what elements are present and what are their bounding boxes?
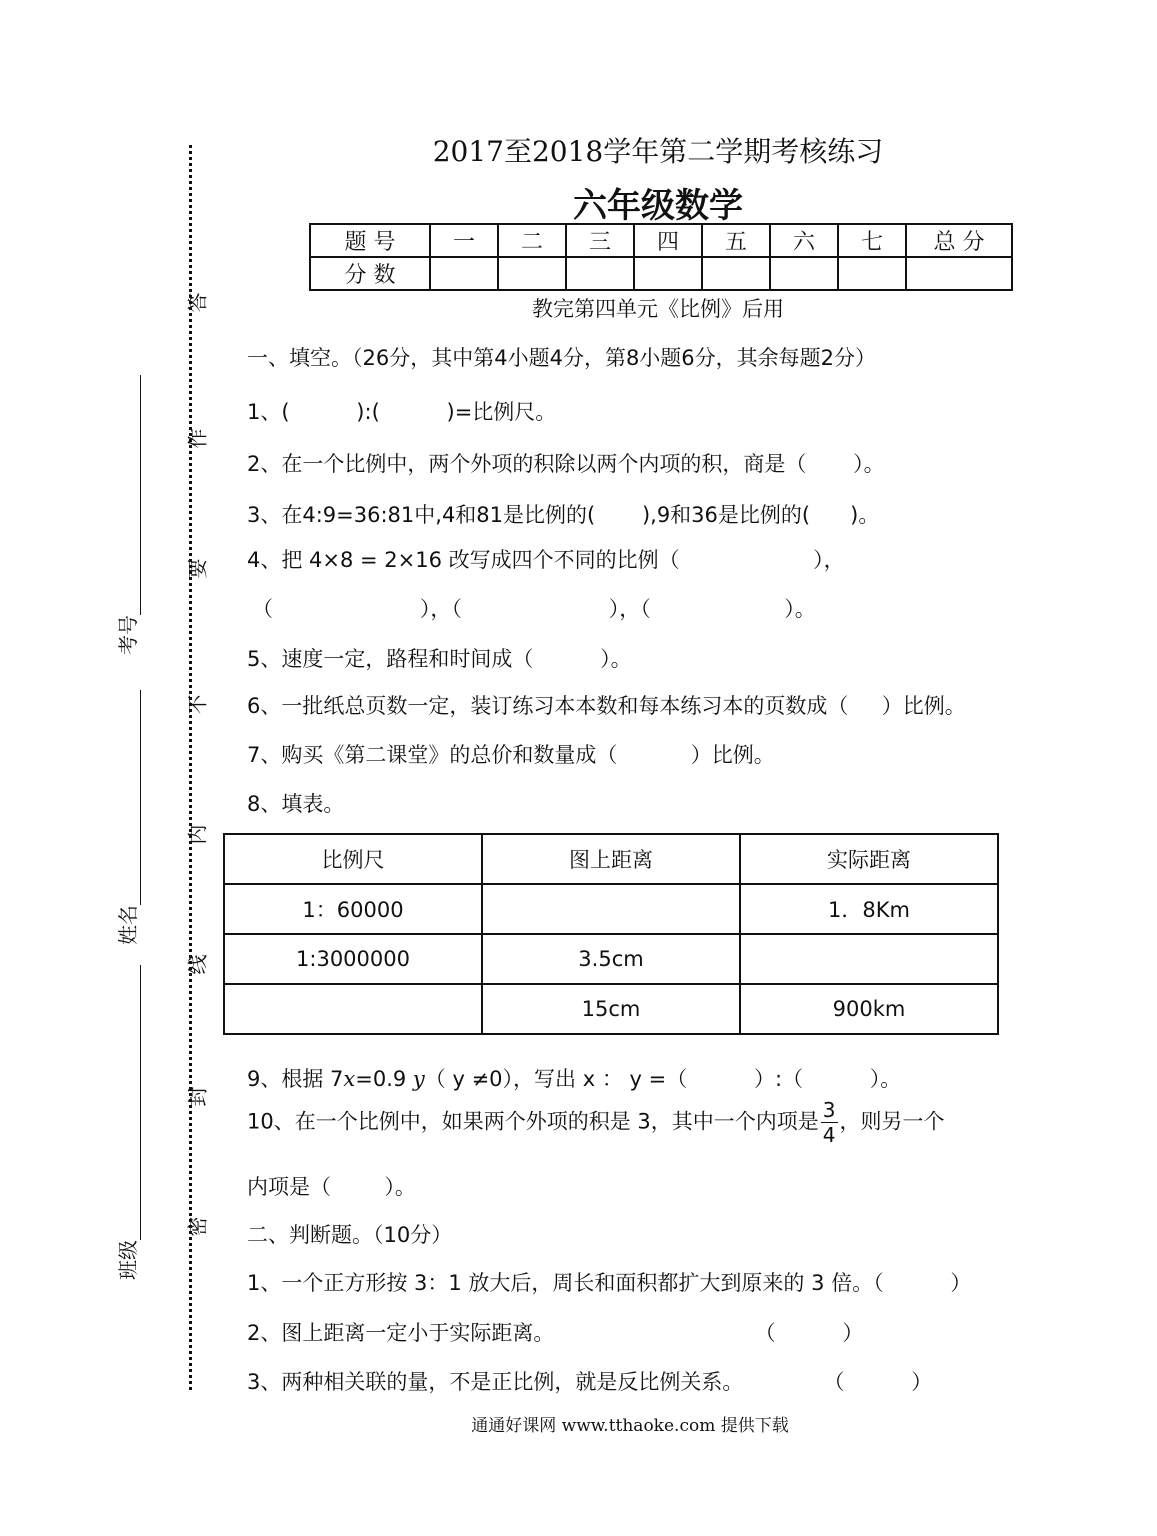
q9-var-x: x [343, 1067, 356, 1091]
table-cell: 3.5cm [482, 934, 740, 984]
margin-char-da: 答 [185, 292, 210, 313]
question-1-8: 8、填表。 [247, 792, 345, 816]
footer-source: 通通好课网 www.tthaoke.com 提供下载 [471, 1416, 789, 1436]
question-1-10-line2: 内项是（ ）。 [247, 1175, 416, 1199]
section1-heading: 一、填空。（26分，其中第4小题4分，第8小题6分，其余每题2分） [247, 346, 877, 370]
table-cell: 1．8Km [740, 884, 998, 934]
section2-heading: 二、判断题。（10分） [247, 1223, 453, 1247]
question-1-9 [247, 1063, 901, 1093]
question-2-1: 1、一个正方形按 3：1 放大后，周长和面积都扩大到原来的 3 倍。（ ） [247, 1271, 972, 1295]
exam-number-line [122, 375, 141, 615]
question-1-3: 3、在4:9=36:81中,4和81是比例的( ),9和36是比例的( )。 [247, 503, 880, 527]
table-blank-cell[interactable] [224, 984, 482, 1034]
score-header-cell: 二 [498, 224, 566, 257]
table-row [224, 934, 998, 984]
score-header-cell: 五 [702, 224, 770, 257]
table-cell: 15cm [482, 984, 740, 1034]
score-table-header-row [310, 224, 1012, 257]
table-header-row [224, 834, 998, 884]
q10-suffix: ，则另一个 [839, 1109, 945, 1134]
class-line [122, 965, 141, 1240]
fraction-three-quarters [821, 1100, 838, 1145]
score-table [309, 223, 1013, 291]
q9-mid: =0.9 [355, 1067, 413, 1091]
question-1-1: 1、( ):( )=比例尺。 [247, 400, 557, 424]
question-1-2: 2、在一个比例中，两个外项的积除以两个内项的积，商是（ ）。 [247, 452, 885, 476]
table-cell: 900km [740, 984, 998, 1034]
score-cell[interactable] [770, 257, 838, 290]
table-header-cell: 实际距离 [740, 834, 998, 884]
exam-title: 2017至2018学年第二学期考核练习 [432, 135, 884, 168]
score-cell[interactable] [498, 257, 566, 290]
table-blank-cell[interactable] [482, 884, 740, 934]
name-line [122, 690, 141, 905]
scale-fill-table [223, 833, 999, 1035]
question-1-10 [247, 1100, 945, 1145]
table-header-cell: 比例尺 [224, 834, 482, 884]
name-field [112, 690, 141, 945]
name-label: 姓名 [116, 905, 140, 945]
margin-char-bu: 不 [185, 694, 210, 715]
score-cell[interactable] [430, 257, 498, 290]
q9-var-y: y [412, 1067, 425, 1091]
table-cell: 1：60000 [224, 884, 482, 934]
score-row-label: 分 数 [310, 257, 430, 290]
margin-char-mi: 密 [185, 1216, 210, 1237]
table-header-cell: 图上距离 [482, 834, 740, 884]
question-2-3: 3、两种相关联的量，不是正比例，就是反比例关系。 （ ） [247, 1370, 933, 1394]
exam-number-field [112, 375, 141, 655]
binding-dotted-line [189, 145, 192, 1390]
margin-char-yao: 要 [185, 558, 210, 579]
q9-prefix: 9、根据 7 [247, 1067, 344, 1091]
score-header-cell: 七 [838, 224, 906, 257]
score-cell[interactable] [702, 257, 770, 290]
score-table-score-row [310, 257, 1012, 290]
margin-char-xian: 线 [185, 954, 210, 975]
question-1-5: 5、速度一定，路程和时间成（ ）。 [247, 647, 632, 671]
subject-title: 六年级数学 [573, 186, 743, 226]
q9-ratio: x ： y =（ ）:（ ）。 [576, 1067, 902, 1091]
table-cell: 1:3000000 [224, 934, 482, 984]
q9-condition: （ y ≠0），写出 [424, 1067, 577, 1091]
fraction-numerator: 3 [822, 1098, 836, 1122]
class-label: 班级 [116, 1240, 140, 1280]
table-row [224, 984, 998, 1034]
exam-number-label: 考号 [116, 615, 140, 655]
question-1-6: 6、一批纸总页数一定，装订练习本本数和每本练习本的页数成（ ）比例。 [247, 694, 966, 718]
score-cell[interactable] [838, 257, 906, 290]
score-header-cell: 三 [566, 224, 634, 257]
usage-note: 教完第四单元《比例》后用 [532, 297, 784, 321]
table-row [224, 884, 998, 934]
score-cell[interactable] [906, 257, 1012, 290]
table-blank-cell[interactable] [740, 934, 998, 984]
score-header-cell: 总 分 [906, 224, 1012, 257]
score-header-cell: 六 [770, 224, 838, 257]
margin-char-feng: 封 [185, 1086, 210, 1107]
score-cell[interactable] [566, 257, 634, 290]
score-header-cell: 题 号 [310, 224, 430, 257]
score-cell[interactable] [634, 257, 702, 290]
question-1-4a: 4、把 4×8 = 2×16 改写成四个不同的比例（ ）， [247, 548, 845, 572]
question-1-7: 7、购买《第二课堂》的总价和数量成（ ）比例。 [247, 743, 775, 767]
margin-char-zuo: 作 [185, 428, 210, 449]
class-field [112, 965, 141, 1280]
question-1-4b: （ ），（ ），（ ）。 [252, 597, 816, 621]
fraction-denominator: 4 [822, 1123, 836, 1147]
q10-prefix: 10、在一个比例中，如果两个外项的积是 3，其中一个内项是 [247, 1109, 819, 1134]
margin-char-nei: 内 [185, 824, 210, 845]
question-2-2: 2、图上距离一定小于实际距离。 （ ） [247, 1321, 864, 1345]
score-header-cell: 一 [430, 224, 498, 257]
score-header-cell: 四 [634, 224, 702, 257]
